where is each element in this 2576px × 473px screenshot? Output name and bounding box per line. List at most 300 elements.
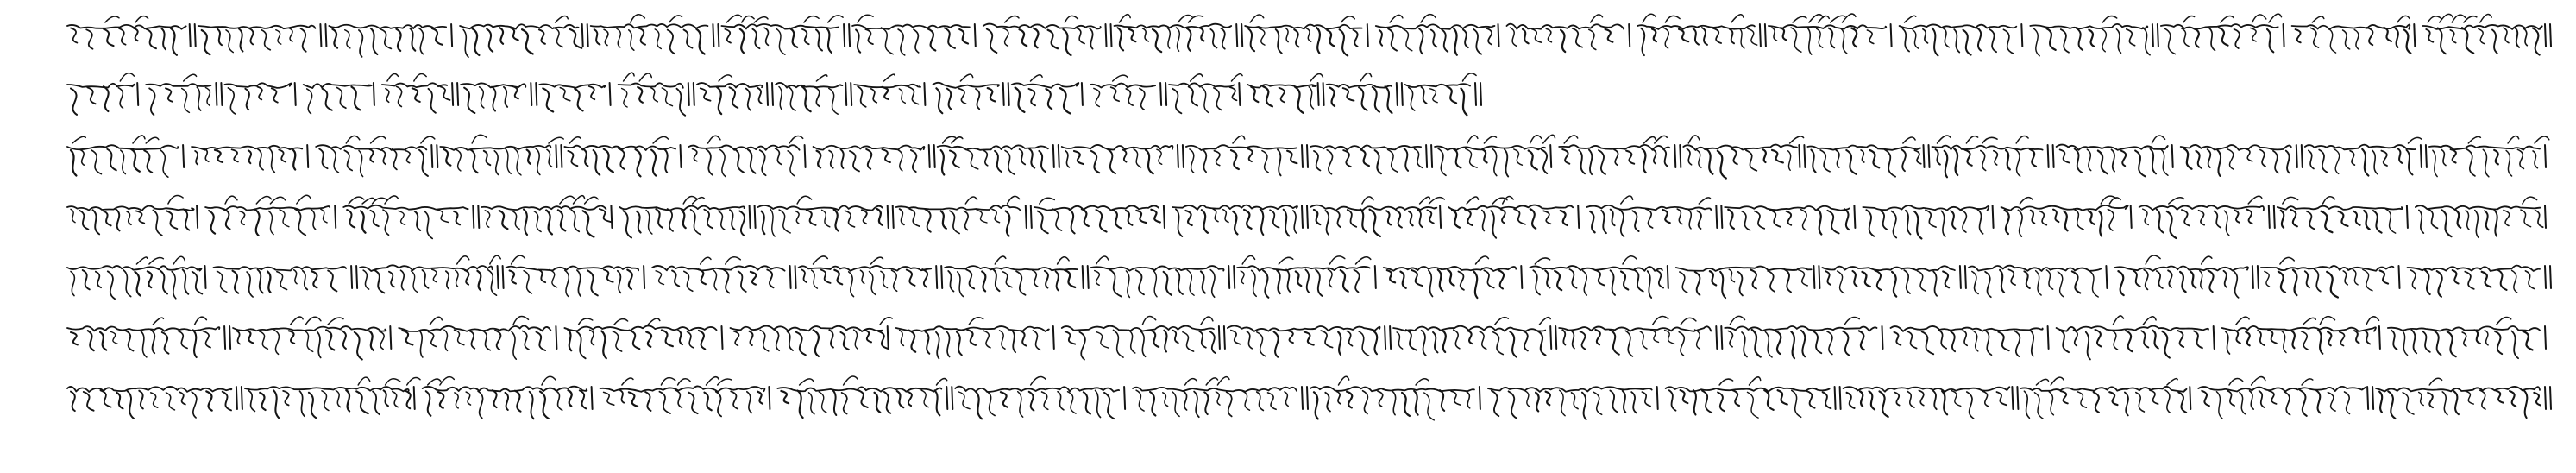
word-segment — [2030, 16, 2158, 56]
stroke — [770, 209, 775, 236]
stroke — [205, 88, 210, 106]
stroke — [1822, 266, 1955, 271]
vowel-mark — [2252, 377, 2265, 385]
stroke — [1669, 390, 1676, 411]
vowel-mark — [1113, 75, 1128, 81]
shad-mark — [1721, 326, 1722, 349]
stroke — [2181, 145, 2291, 150]
stroke — [2411, 270, 2416, 289]
stroke — [2268, 330, 2277, 344]
stroke — [1274, 331, 1279, 356]
stroke — [2126, 331, 2132, 351]
vowel-mark — [884, 74, 895, 81]
stroke — [1894, 332, 1901, 345]
stroke — [487, 29, 493, 52]
stroke — [1270, 210, 1279, 227]
stroke — [1034, 28, 1038, 48]
word-segment — [316, 136, 437, 176]
stroke — [233, 326, 386, 331]
vowel-mark — [1623, 256, 1637, 264]
stroke — [580, 390, 586, 408]
stroke — [1525, 391, 1530, 407]
stroke — [1373, 87, 1379, 112]
shad-mark — [307, 145, 308, 167]
shad-mark — [1307, 205, 1308, 228]
stroke — [307, 89, 312, 114]
stroke — [682, 211, 686, 228]
stroke — [1982, 391, 1989, 407]
stroke — [1523, 331, 1528, 350]
vowel-mark — [2280, 257, 2294, 264]
stroke — [1328, 269, 1332, 287]
stroke — [1157, 149, 1162, 164]
vowel-mark — [1310, 74, 1323, 81]
stroke — [396, 29, 400, 51]
stroke — [992, 209, 1000, 222]
stroke — [87, 87, 95, 104]
word-segment — [1310, 376, 1480, 420]
stroke — [583, 149, 587, 166]
stroke — [260, 331, 268, 349]
shad-mark — [2550, 266, 2551, 288]
stroke — [1279, 88, 1285, 103]
vowel-mark — [2302, 379, 2313, 385]
stroke — [1501, 210, 1505, 224]
stroke — [1012, 331, 1015, 353]
shad-mark — [2399, 266, 2400, 288]
stroke — [1062, 326, 1214, 331]
vowel-mark — [328, 318, 343, 325]
word-segment — [1435, 135, 1555, 176]
stroke — [1806, 391, 1815, 408]
stroke — [1932, 28, 1938, 56]
stroke — [589, 86, 595, 99]
vowel-mark — [960, 74, 972, 81]
stroke — [1227, 392, 1232, 416]
stroke — [802, 29, 809, 44]
stroke — [2072, 271, 2081, 293]
stroke — [67, 145, 178, 149]
stroke — [2000, 270, 2004, 293]
shad-mark — [1008, 83, 1009, 105]
vowel-mark — [1655, 136, 1668, 143]
stroke — [1039, 151, 1045, 172]
stroke — [1720, 272, 1725, 298]
stroke — [1409, 211, 1413, 225]
shad-mark — [946, 387, 947, 409]
stroke — [2036, 271, 2042, 295]
word-segment — [652, 257, 796, 293]
stroke — [2151, 149, 2157, 174]
vowel-mark — [1420, 197, 1430, 204]
stroke — [651, 150, 656, 176]
shad-mark — [1026, 205, 1027, 228]
stroke — [1683, 145, 1797, 150]
stroke — [2224, 211, 2228, 236]
stroke — [1096, 390, 1101, 417]
stroke — [2095, 330, 2102, 346]
stroke — [986, 391, 995, 416]
stroke — [1248, 28, 1254, 51]
shad-mark — [1629, 24, 1630, 47]
stroke — [2328, 332, 2331, 346]
stroke — [2479, 29, 2485, 44]
stroke — [955, 387, 1119, 392]
vowel-mark — [490, 255, 501, 264]
word-segment — [1807, 137, 1929, 177]
stroke — [1104, 393, 1114, 419]
stroke — [429, 89, 436, 113]
vowel-mark — [2508, 136, 2519, 143]
stroke — [1033, 331, 1040, 350]
stroke — [249, 28, 253, 44]
stroke — [494, 151, 498, 175]
vowel-mark — [386, 379, 400, 385]
stroke — [909, 209, 919, 226]
stroke — [2302, 331, 2308, 350]
shad-mark — [221, 83, 222, 105]
stroke — [892, 270, 897, 291]
shad-mark — [216, 83, 217, 105]
stroke — [946, 331, 950, 357]
stroke — [455, 393, 458, 408]
stroke — [162, 332, 169, 354]
vowel-mark — [2103, 16, 2117, 22]
vowel-mark — [2236, 317, 2249, 325]
shad-mark — [2379, 326, 2380, 349]
stroke — [1467, 392, 1470, 408]
stroke — [936, 88, 942, 113]
stroke — [1454, 148, 1461, 167]
stroke — [2089, 271, 2099, 297]
stroke — [2327, 272, 2338, 298]
stroke — [104, 86, 109, 111]
stroke — [1542, 149, 1548, 173]
word-segment — [1393, 318, 1556, 357]
word-segment — [1133, 377, 1308, 418]
vowel-mark — [1843, 14, 1856, 22]
stroke — [71, 28, 77, 43]
stroke — [1907, 391, 1914, 407]
word-segment — [1586, 196, 1722, 236]
word-segment — [799, 256, 943, 297]
shad-mark — [335, 205, 336, 228]
vowel-mark — [297, 195, 311, 204]
vowel-mark — [149, 258, 164, 264]
stroke — [1387, 270, 1395, 282]
stroke — [1746, 150, 1756, 171]
word-segment — [423, 376, 593, 419]
vowel-mark — [2221, 16, 2234, 22]
stroke — [1447, 86, 1456, 103]
stroke — [166, 211, 177, 229]
stroke — [1933, 271, 1937, 295]
stroke — [2525, 271, 2534, 289]
stroke — [1187, 28, 1191, 51]
stroke — [345, 30, 350, 48]
shad-mark — [1431, 145, 1432, 167]
stroke — [466, 392, 470, 405]
stroke — [1293, 211, 1297, 233]
stroke — [950, 211, 959, 233]
stroke — [909, 331, 915, 352]
stroke — [292, 149, 295, 169]
stroke — [619, 148, 625, 169]
stroke — [1360, 149, 1369, 166]
word-segment — [1245, 15, 1368, 56]
stroke — [2429, 146, 2540, 150]
stroke — [1354, 30, 1358, 47]
stroke — [1385, 86, 1392, 113]
stroke — [619, 206, 744, 211]
stroke — [1330, 88, 1335, 106]
vowel-mark — [173, 256, 185, 264]
word-segment — [1228, 325, 1391, 356]
stroke — [469, 331, 474, 349]
vowel-mark — [1031, 376, 1046, 385]
stroke — [2300, 390, 2307, 416]
stroke — [2328, 393, 2335, 412]
stroke — [1295, 87, 1303, 113]
stroke — [273, 390, 279, 418]
stroke — [2435, 331, 2441, 355]
word-segment — [1863, 205, 1993, 239]
stroke — [1189, 87, 1197, 106]
stroke — [764, 28, 768, 45]
stroke — [1163, 393, 1168, 407]
shad-mark — [941, 266, 942, 288]
stroke — [2512, 270, 2517, 293]
stroke — [1967, 392, 1974, 419]
vowel-mark — [195, 317, 207, 325]
stroke — [1634, 270, 1643, 292]
word-segment — [67, 196, 198, 236]
stroke — [1109, 269, 1122, 296]
shad-mark — [1367, 24, 1368, 47]
stroke — [2152, 331, 2158, 349]
stroke — [2111, 331, 2117, 350]
stroke — [110, 331, 117, 344]
stroke — [860, 270, 864, 283]
stroke — [938, 145, 1048, 149]
vowel-mark — [430, 317, 442, 325]
stroke — [1799, 270, 1807, 286]
vowel-mark — [513, 316, 529, 325]
stroke — [2474, 330, 2480, 344]
stroke — [1442, 331, 1446, 352]
stroke — [834, 210, 839, 231]
stroke — [127, 211, 131, 224]
word-segment — [2305, 137, 2427, 175]
stroke — [319, 149, 327, 169]
stroke — [2240, 393, 2246, 414]
shad-mark — [1475, 83, 1476, 105]
stroke — [511, 28, 518, 40]
stroke — [1214, 88, 1222, 110]
shad-mark — [390, 326, 391, 349]
stroke — [983, 331, 990, 348]
stroke — [295, 209, 305, 235]
vowel-mark — [708, 136, 720, 143]
vowel-mark — [1730, 316, 1744, 325]
stroke — [1730, 29, 1734, 44]
stroke — [866, 149, 871, 169]
stroke — [1843, 331, 1849, 356]
word-segment — [945, 256, 1089, 296]
stroke — [2442, 392, 2447, 415]
stroke — [1343, 150, 1351, 167]
stroke — [2495, 331, 2502, 354]
stroke — [228, 88, 235, 114]
stroke — [399, 211, 405, 225]
handwritten-line-2 — [0, 66, 2576, 119]
vowel-mark — [2169, 198, 2184, 204]
vowel-mark — [556, 16, 569, 22]
stroke — [1984, 330, 1991, 355]
stroke — [619, 83, 683, 88]
stroke — [1091, 151, 1099, 173]
stroke — [209, 211, 215, 234]
stroke — [899, 89, 905, 103]
stroke — [730, 87, 738, 108]
stroke — [1122, 150, 1126, 162]
stroke — [1304, 332, 1314, 345]
stroke — [1069, 210, 1074, 234]
word-segment — [67, 256, 206, 299]
stroke — [1801, 210, 1807, 230]
vowel-mark — [2183, 16, 2195, 22]
stroke — [2057, 326, 2208, 331]
stroke — [1431, 30, 1437, 47]
stroke — [2136, 393, 2145, 412]
stroke — [1997, 392, 2007, 405]
stroke — [699, 331, 705, 350]
stroke — [2182, 28, 2189, 47]
stroke — [1941, 211, 1945, 236]
stroke — [1580, 331, 1586, 349]
vowel-mark — [814, 256, 828, 264]
shad-mark — [2367, 387, 2368, 409]
stroke — [1664, 28, 1669, 48]
stroke — [482, 331, 490, 350]
stroke — [1954, 29, 1959, 53]
stroke — [203, 331, 210, 348]
stroke — [1128, 330, 1135, 353]
stroke — [1325, 211, 1329, 235]
stroke — [1663, 149, 1668, 167]
stroke — [410, 28, 415, 51]
stroke — [1913, 30, 1919, 48]
stroke — [258, 269, 263, 293]
vowel-mark — [225, 196, 237, 204]
stroke — [1963, 30, 1971, 55]
stroke — [347, 210, 355, 228]
stroke — [1403, 28, 1412, 50]
stroke — [2033, 28, 2039, 56]
vowel-mark — [1666, 16, 1681, 22]
word-segment — [1637, 14, 1766, 55]
word-segment — [1725, 205, 1855, 235]
stroke — [845, 211, 855, 227]
stroke — [1998, 332, 2008, 351]
stroke — [760, 150, 766, 175]
vowel-mark — [136, 257, 147, 264]
stroke — [2340, 332, 2345, 346]
stroke — [2118, 271, 2123, 295]
stroke — [261, 30, 271, 50]
stroke — [527, 150, 531, 164]
stroke — [2141, 331, 2148, 347]
stroke — [693, 149, 697, 161]
word-segment — [2198, 377, 2373, 419]
stroke — [401, 270, 405, 290]
stroke — [493, 390, 497, 407]
stroke — [959, 29, 968, 44]
word-segment — [399, 316, 556, 359]
stroke — [1961, 210, 1966, 232]
word-segment — [1725, 316, 1882, 358]
stroke — [546, 211, 552, 235]
stroke — [2251, 28, 2257, 41]
vowel-mark — [346, 136, 360, 143]
shad-mark — [1165, 83, 1166, 105]
word-segment — [1769, 14, 1892, 54]
stroke — [2441, 150, 2446, 166]
stroke — [1354, 270, 1360, 293]
stroke — [1068, 392, 1077, 413]
stroke — [2053, 210, 2058, 223]
stroke — [1509, 391, 1517, 418]
shad-mark — [2302, 145, 2303, 167]
shad-mark — [1307, 145, 1308, 167]
stroke — [1090, 84, 1155, 88]
stroke — [359, 151, 363, 177]
stroke — [983, 24, 1101, 29]
stroke — [958, 272, 964, 297]
stroke — [1277, 270, 1279, 293]
stroke — [816, 29, 822, 50]
word-segment — [564, 318, 722, 358]
stroke — [1750, 270, 1756, 289]
shad-mark — [718, 24, 719, 47]
stroke — [1433, 332, 1438, 353]
stroke — [802, 86, 811, 111]
stroke — [601, 331, 606, 359]
stroke — [1473, 29, 1481, 54]
shad-mark — [1799, 145, 1800, 167]
stroke — [1172, 392, 1179, 416]
vowel-mark — [804, 16, 819, 22]
stroke — [304, 331, 312, 352]
stroke — [1228, 325, 1380, 331]
stroke — [2492, 30, 2497, 54]
shad-mark — [197, 205, 198, 228]
stroke — [100, 332, 106, 350]
stroke — [1429, 270, 1433, 296]
stroke — [739, 211, 745, 236]
stroke — [1438, 270, 1443, 291]
shad-mark — [2545, 266, 2546, 288]
stroke — [1048, 30, 1059, 49]
vowel-mark — [2464, 16, 2477, 22]
vowel-mark — [2409, 137, 2422, 143]
stroke — [1424, 393, 1435, 420]
stroke — [1015, 88, 1025, 112]
stroke — [1742, 332, 1747, 357]
stroke — [935, 390, 940, 415]
vowel-mark — [1793, 16, 1806, 22]
stroke — [2133, 271, 2140, 287]
